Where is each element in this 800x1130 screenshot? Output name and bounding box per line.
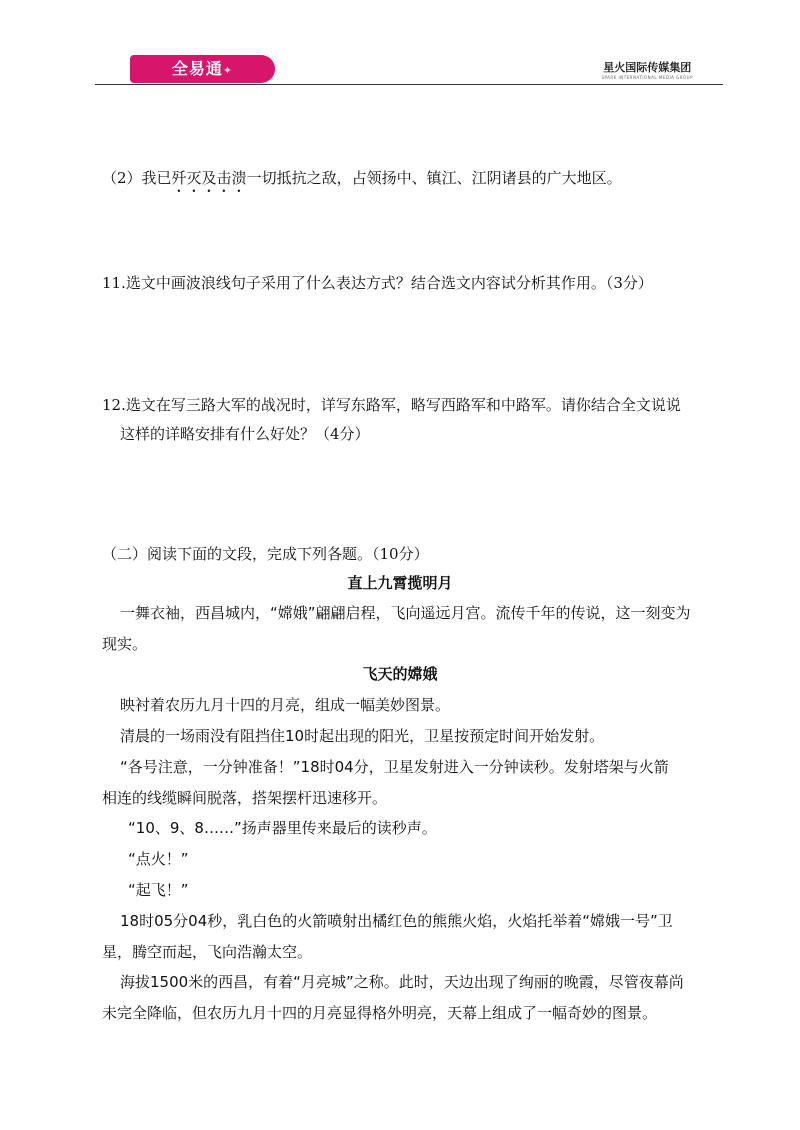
brand-name: 星火国际传媒集团 <box>603 61 692 74</box>
logo <box>130 55 275 83</box>
paragraph-9-line2: 未完全降临，但农历九月十四的月亮显得格外明亮，天幕上组成了一幅奇妙的图景。 <box>102 1004 658 1022</box>
question-12-line2: 这样的详略安排有什么好处？（4分） <box>120 425 370 443</box>
brand-name-en: SPARK INTERNATIONAL MEDIA GROUP <box>601 75 693 80</box>
q2-prefix: （2）我已 <box>102 169 172 187</box>
brand <box>601 59 693 80</box>
paragraph-8-line1: 18时05分04秒，乳白色的火箭喷射出橘红色的熊熊火焰，火焰托举着“嫦娥一号”卫 <box>120 912 673 930</box>
paragraph-4-line2: 相连的线缆瞬间脱落，搭架摆杆迅速移开。 <box>102 789 388 807</box>
paragraph-5: “10、9、8……”扬声器里传来最后的读秒声。 <box>128 819 437 837</box>
question-12-line1: 12.选文在写三路大军的战况时，详写东路军，略写西路军和中路军。请你结合全文说说 <box>102 396 681 414</box>
section-heading: （二）阅读下面的文段，完成下列各题。（10分） <box>102 545 429 563</box>
page-header <box>95 55 723 87</box>
q2-suffix: 一切抵抗之敌，占领扬中、镇江、江阴诸县的广大地区。 <box>246 169 622 187</box>
paragraph-7: “起飞！” <box>128 881 189 899</box>
paragraph-8-line2: 星，腾空而起，飞向浩瀚太空。 <box>102 943 313 961</box>
q2-dotted-words: 歼灭及击溃 <box>171 169 247 187</box>
paragraph-1-line1: 一舞衣袖，西昌城内，“嫦娥”翩翩启程，飞向遥远月宫。流传千年的传说，这一刻变为 <box>120 604 691 622</box>
paragraph-3: 清晨的一场雨没有阻挡住10时起出现的阳光，卫星按预定时间开始发射。 <box>120 727 605 745</box>
logo-text: 全易通 <box>171 59 223 78</box>
header-divider <box>95 84 723 85</box>
article-title: 直上九霄揽明月 <box>347 574 453 592</box>
paragraph-4-line1: “各号注意，一分钟准备！”18时04分，卫星发射进入一分钟读秒。发射塔架与火箭 <box>120 758 669 776</box>
paragraph-1-line2: 现实。 <box>102 635 148 653</box>
paragraph-6: “点火！” <box>128 850 189 868</box>
question-2 <box>102 168 622 196</box>
question-11: 11.选文中画波浪线句子采用了什么表达方式？结合选文内容试分析其作用。（3分） <box>102 274 653 292</box>
article-subtitle: 飞天的嫦娥 <box>362 665 438 683</box>
paragraph-9-line1: 海拔1500米的西昌，有着“月亮城”之称。此时，天边出现了绚丽的晚霞，尽管夜幕尚 <box>120 973 684 991</box>
paragraph-2: 映衬着农历九月十四的月亮，组成一幅美妙图景。 <box>120 696 451 714</box>
sparkle-icon: ✦ <box>222 64 234 77</box>
